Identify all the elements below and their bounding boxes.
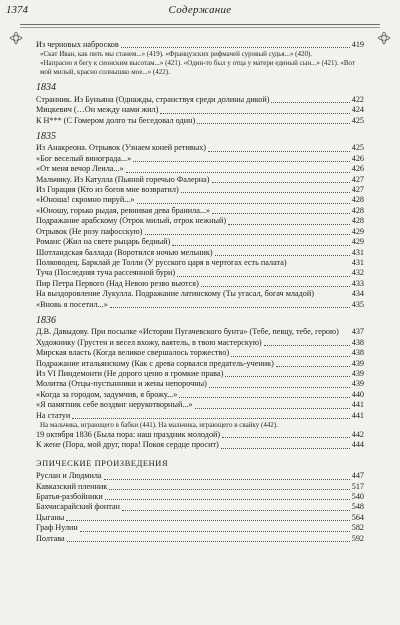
toc-entry: Бахчисарайский фонтан 548 [36, 502, 364, 512]
ornament-left-icon [8, 30, 24, 46]
toc-entry: Руслан и Людмила 447 [36, 471, 364, 481]
toc-content [36, 40, 364, 544]
toc-entry: «Юноша! скромно пируй...» 428 [36, 195, 364, 205]
header-rule-secondary [20, 27, 380, 28]
entry-title: Из черновых набросков [36, 40, 119, 49]
toc-entry: Граф Нулин 582 [36, 523, 364, 533]
epic-section-heading: ЭПИЧЕСКИЕ ПРОИЗВЕДЕНИЯ [36, 458, 169, 468]
toc-entry: Романс (Жил на свете рыцарь бедный) 429 [36, 237, 364, 247]
entry-note: «Скат Иван, как пить мы станем...» (419). «Французских рифмачей суровый судья...» (420). [40, 50, 313, 59]
toc-entry [36, 40, 364, 50]
running-title: Содержание [168, 4, 232, 16]
toc-entry: «Вновь я посетил...» 435 [36, 299, 364, 309]
ornament-right-icon [376, 30, 392, 46]
toc-entry: К жене (Пора, мой друг, пора! Покоя сердце просит) 444 [36, 440, 364, 450]
toc-entry: Из Горация (Кто из богов мне возвратил) 427 [36, 185, 364, 195]
entry-note: «Напрасно я бегу к сионским высотам...» (421). «Один-то был у отца у матери единый сын...» (421). «Вот мой милый, красно солнышко мое...» (422). [40, 59, 355, 77]
year-heading-1835: 1835 [36, 131, 56, 143]
page-number: 1374 [6, 4, 28, 16]
toc-entry: Пир Петра Первого (Над Невою резво вьются) 433 [36, 278, 364, 288]
toc-entry: Из Анакреона. Отрывок (Узнаем коней ретивых) 425 [36, 143, 364, 153]
toc-entry: Художнику (Грустен и весел вхожу, ваятель, в твою мастерскую) 438 [36, 337, 364, 347]
toc-entry: 19 октября 1836 (Была пора: наш праздник молодой) 442 [36, 430, 364, 439]
toc-entry: Молитва (Отцы-пустынники и жены непорочны) 439 [36, 379, 364, 389]
toc-entry: Д.В. Давыдову. При посылке «Истории Пугачевского бунта» (Тебе, певцу, тебе, герою) 437 [36, 327, 364, 337]
toc-entry: Мицкевич (…Он между нами жил) 424 [36, 105, 364, 115]
epic-list [36, 471, 364, 544]
toc-entry: К Н*** (С Гомером долго ты беседовал один) 425 [36, 115, 364, 125]
toc-entry: Братья-разбойники 540 [36, 492, 364, 502]
toc-entry: На статуи 441 [36, 410, 364, 420]
toc-entry: Подражание итальянскому (Как с древа сорвался предатель-ученик) 439 [36, 358, 364, 368]
header-rule [20, 24, 380, 25]
toc-entry: «Я памятник себе воздвиг нерукотворный...» 441 [36, 400, 364, 410]
toc-entry: Цыганы 564 [36, 512, 364, 522]
toc-entry: Туча (Последняя туча рассеянной бури) 432 [36, 268, 364, 278]
toc-entry: Шотландская баллада (Воротился ночью мельник) 431 [36, 247, 364, 257]
toc-entry: «Бог веселый винограда...» 426 [36, 153, 364, 163]
year-heading-1836: 1836 [36, 314, 56, 326]
toc-entry: На выздоровление Лукулла. Подражание латинскому (Ты угасал, богач младой) 434 [36, 289, 364, 299]
toc-entry: «От меня вечор Леила...» 426 [36, 164, 364, 174]
toc-entry: Мальчику. Из Катулла (Пьяной горечью Фалерна) 427 [36, 174, 364, 184]
year-heading-1834: 1834 [36, 82, 56, 94]
entry-page: 419 [351, 40, 364, 49]
leader-dots [121, 47, 350, 48]
toc-entry: Кавказский пленник 517 [36, 481, 364, 491]
toc-entry: Странник. Из Буньяна (Однажды, странствуя среди долины дикой) 422 [36, 94, 364, 104]
toc-entry: Отрывок (Не розу пафосскую) 429 [36, 226, 364, 236]
toc-entry: «Юношу, горько рыдая, ревнивая дева бранила...» 428 [36, 205, 364, 215]
toc-entry: «Когда за городом, задумчив, я брожу...» 440 [36, 389, 364, 399]
toc-entry: Полководец. Барклай де Толли (У русского царя в чертогах есть палата) 431 [36, 257, 364, 267]
entry-note: На мальчика, играющего в бабки (441). На мальчика, играющего в свайку (442). [40, 421, 278, 429]
toc-entry: Мирская власть (Когда великое свершалось торжество) 438 [36, 348, 364, 358]
toc-entry: Из VI Пиндемонти (Не дорого ценю я громкие права) 439 [36, 368, 364, 378]
toc-entry: Подражание арабскому (Отрок милый, отрок нежный) 428 [36, 216, 364, 226]
toc-entry: Полтава 592 [36, 533, 364, 543]
